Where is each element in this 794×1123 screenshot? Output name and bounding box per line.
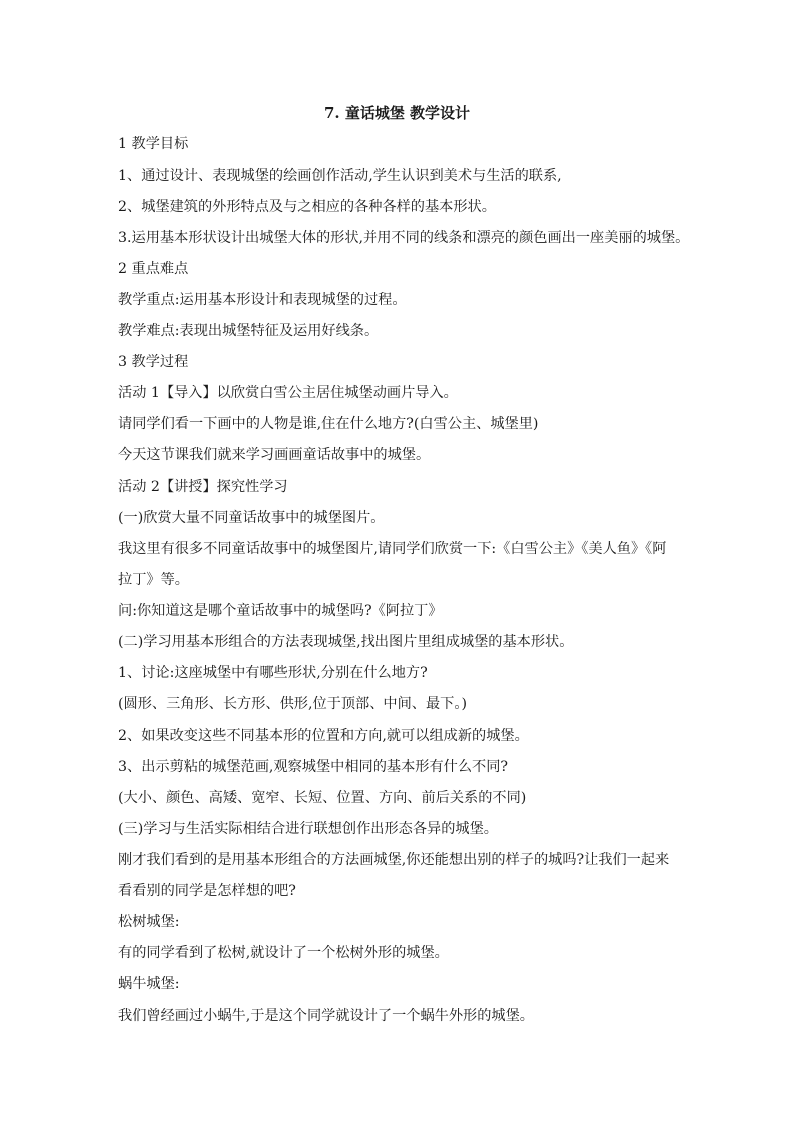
paragraph-line: 1、讨论:这座城堡中有哪些形状,分别在什么地方? — [118, 665, 428, 681]
paragraph-line: 活动 1【导入】以欣赏白雪公主居住城堡动画片导入。 — [118, 385, 458, 401]
paragraph-line: 请同学们看一下画中的人物是谁,住在什么地方?(白雪公主、城堡里) — [118, 416, 539, 432]
paragraph-line: 2、城堡建筑的外形特点及与之相应的各种各样的基本形状。 — [118, 199, 496, 215]
paragraph-line: 有的同学看到了松树,就设计了一个松树外形的城堡。 — [118, 945, 449, 961]
paragraph-line: (大小、颜色、高矮、宽窄、长短、位置、方向、前后关系的不同) — [118, 790, 527, 806]
paragraph-line: 看看别的同学是怎样想的吧? — [118, 883, 296, 899]
paragraph-line: 活动 2【讲授】探究性学习 — [118, 479, 288, 495]
paragraph-line: 3.运用基本形状设计出城堡大体的形状,并用不同的线条和漂亮的颜色画出一座美丽的城堡。 — [118, 230, 690, 246]
paragraph-line: 今天这节课我们就来学习画画童话故事中的城堡。 — [118, 447, 431, 463]
section-heading-process: 3 教学过程 — [118, 354, 189, 370]
paragraph-line: 1、通过设计、表现城堡的绘画创作活动,学生认识到美术与生活的联系, — [118, 168, 562, 184]
paragraph-line: 问:你知道这是哪个童话故事中的城堡吗?《阿拉丁》 — [118, 603, 443, 619]
paragraph-line: 我们曾经画过小蜗牛,于是这个同学就设计了一个蜗牛外形的城堡。 — [118, 1008, 534, 1024]
paragraph-line: 拉丁》等。 — [118, 572, 189, 588]
paragraph-line: (一)欣赏大量不同童话故事中的城堡图片。 — [118, 510, 385, 526]
paragraph-line: 松树城堡: — [118, 914, 180, 930]
paragraph-line: 蜗牛城堡: — [118, 976, 180, 992]
document-title: 7. 童话城堡 教学设计 — [323, 104, 471, 122]
paragraph-line: 3、出示剪粘的城堡范画,观察城堡中相同的基本形有什么不同? — [118, 759, 509, 775]
paragraph-line: (三)学习与生活实际相结合进行联想创作出形态各异的城堡。 — [118, 821, 498, 837]
paragraph-line: 教学重点:运用基本形设计和表现城堡的过程。 — [118, 292, 407, 308]
paragraph-line: 教学难点:表现出城堡特征及运用好线条。 — [118, 323, 379, 339]
paragraph-line: 我这里有很多不同童话故事中的城堡图片,请同学们欣赏一下:《白雪公主》《美人鱼》《阿 — [118, 541, 667, 557]
paragraph-line: 2、如果改变这些不同基本形的位置和方向,就可以组成新的城堡。 — [118, 728, 529, 744]
section-heading-key-points: 2 重点难点 — [118, 261, 189, 277]
paragraph-line: (圆形、三角形、长方形、供形,位于顶部、中间、最下。) — [118, 696, 467, 712]
paragraph-line: (二)学习用基本形组合的方法表现城堡,找出图片里组成城堡的基本形状。 — [118, 634, 574, 650]
section-heading-objectives: 1 教学目标 — [118, 136, 189, 152]
paragraph-line: 刚才我们看到的是用基本形组合的方法画城堡,你还能想出别的样子的城吗?让我们一起来 — [118, 852, 670, 868]
